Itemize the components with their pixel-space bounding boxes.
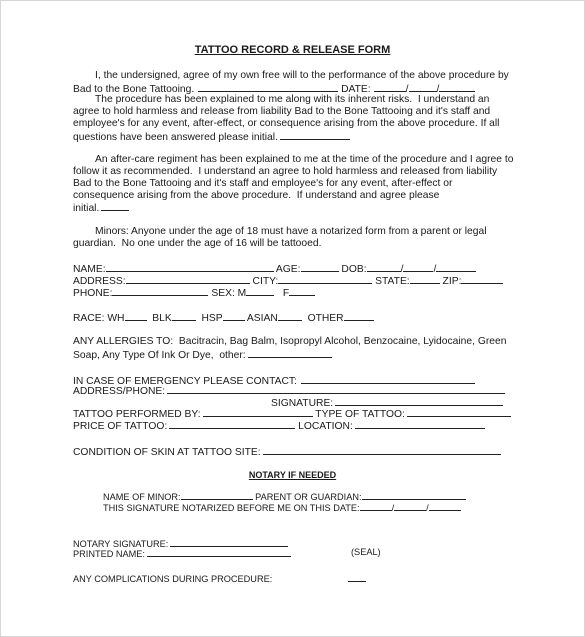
emergency-field[interactable]	[301, 374, 475, 384]
p1-line-a: I, the undersigned, agree of my own free will to the performance of the above procedure by	[95, 70, 509, 81]
p1-initial-blank[interactable]	[198, 82, 338, 92]
complications-row	[73, 572, 366, 585]
p2-line-a: An after-care regiment has been explained to me at the time of the procedure and I agree to	[95, 154, 514, 165]
printed-name-field[interactable]	[147, 547, 291, 557]
complications-field[interactable]	[348, 572, 366, 582]
p3-line-b: guardian. No one under the age of 16 will be tattooed.	[73, 238, 322, 249]
notarized-row: THIS SIGNATURE NOTARIZED BEFORE ME ON THIS DATE: / /	[103, 501, 461, 514]
condition-label: CONDITION OF SKIN AT TATTOO SITE:	[73, 447, 261, 458]
p2-initial-field[interactable]	[101, 201, 129, 211]
race-other-label: OTHER	[307, 313, 344, 324]
p2-line-c: Bad to the Bone Tattooing and it's staff and employee's for any event, after-effect or	[73, 178, 453, 189]
p2-line-e	[73, 201, 129, 215]
signature-field[interactable]	[335, 396, 503, 406]
price-row	[73, 419, 485, 433]
location-field[interactable]	[355, 419, 485, 429]
address-phone-label: ADDRESS/PHONE:	[73, 386, 166, 397]
printed-name-row	[73, 547, 291, 560]
race-row	[73, 311, 374, 325]
zip-field[interactable]	[461, 274, 503, 284]
phone-label: PHONE:	[73, 288, 113, 299]
allergies-other-field[interactable]	[248, 348, 332, 358]
city-field[interactable]	[278, 274, 372, 284]
state-label: STATE:	[375, 276, 410, 287]
notarized-before-label: THIS SIGNATURE NOTARIZED BEFORE ME ON THIS DATE:	[103, 503, 360, 513]
price-label: PRICE OF TATTOO:	[73, 421, 168, 432]
dob-month-field[interactable]	[367, 262, 401, 272]
address-label: ADDRESS:	[73, 276, 126, 287]
notary-heading: NOTARY IF NEEDED	[248, 470, 337, 480]
sex-m-label: SEX: M	[211, 288, 247, 299]
name-label: NAME:	[73, 264, 106, 275]
name-of-minor-label: NAME OF MINOR:	[103, 492, 181, 502]
race-blk-field[interactable]	[172, 311, 196, 321]
race-asian-field[interactable]	[278, 311, 302, 321]
allergies-line-b	[73, 348, 332, 362]
p1-line-b: Bad to the Bone Tattooing. DATE: / /	[73, 82, 475, 96]
p1-date-label: DATE:	[341, 84, 371, 95]
complications-label: ANY COMPLICATIONS DURING PROCEDURE:	[73, 574, 273, 584]
city-label: CITY:	[252, 276, 279, 287]
seal-label: (SEAL)	[351, 547, 381, 557]
printed-name-label: PRINTED NAME:	[73, 549, 145, 559]
p1-business: Bad to the Bone Tattooing.	[73, 84, 195, 95]
race-blk-label: BLK	[152, 313, 172, 324]
location-label: LOCATION:	[298, 421, 353, 432]
race-other-field[interactable]	[344, 311, 374, 321]
notarized-year-field[interactable]	[429, 501, 461, 511]
name-row: NAME: AGE: DOB: / /	[73, 262, 476, 276]
date-day-blank[interactable]	[409, 82, 437, 92]
notarized-day-field[interactable]	[394, 501, 426, 511]
race-asian-label: ASIAN	[246, 313, 278, 324]
p3-line-a: Minors: Anyone under the age of 18 must have a notarized form from a parent or legal	[95, 226, 487, 237]
p1-line-e: employee's for any event, after-effect, or consequence arising from the above procedure. If all	[73, 118, 500, 129]
name-field[interactable]	[106, 262, 274, 272]
p2-initial-label: initial.	[73, 203, 100, 214]
price-field[interactable]	[169, 419, 295, 429]
name-of-minor-field[interactable]	[181, 490, 253, 500]
notary-signature-label: NOTARY SIGNATURE:	[73, 539, 169, 549]
race-hsp-label: HSP	[201, 313, 223, 324]
p1-initial-field[interactable]	[280, 130, 350, 140]
phone-field[interactable]	[112, 286, 208, 296]
date-month-blank[interactable]	[374, 82, 406, 92]
race-wh-field[interactable]	[125, 311, 147, 321]
age-field[interactable]	[301, 262, 339, 272]
emergency-label: IN CASE OF EMERGENCY PLEASE CONTACT:	[73, 376, 297, 387]
age-label: AGE:	[275, 264, 301, 275]
sex-m-field[interactable]	[246, 286, 274, 296]
p2-line-b: follow it as recommended. I understand an agree to hold harmless and released from liability	[73, 166, 498, 177]
signature-label: SIGNATURE:	[271, 398, 334, 409]
type-of-tattoo-field[interactable]	[407, 407, 511, 417]
p2-line-d: consequence arising from the above procedure. If understand and agree please	[73, 190, 440, 201]
allergies-other-label: Soap, Any Type Of Ink Or Dye, other:	[73, 350, 246, 361]
dob-day-field[interactable]	[403, 262, 433, 272]
p1-line-f	[73, 130, 350, 144]
phone-row	[73, 286, 315, 300]
performed-by-label: TATTOO PERFORMED BY:	[73, 409, 201, 420]
p1-initial-label: questions have been answered please initial.	[73, 132, 278, 143]
condition-field[interactable]	[263, 445, 501, 455]
address-phone-field[interactable]	[167, 384, 505, 394]
sex-f-field[interactable]	[289, 286, 315, 296]
address-field[interactable]	[126, 274, 250, 284]
sex-f-label: F	[282, 288, 290, 299]
parent-guardian-label: PARENT OR GUARDIAN:	[255, 492, 362, 502]
p1-line-d: agree to hold harmless and release from liability Bad to the Bone Tattooing and it's staff and	[73, 106, 491, 117]
notary-signature-field[interactable]	[170, 537, 288, 547]
date-year-blank[interactable]	[439, 82, 475, 92]
parent-guardian-field[interactable]	[362, 490, 466, 500]
state-field[interactable]	[410, 274, 440, 284]
notarized-month-field[interactable]	[360, 501, 392, 511]
race-wh-label: RACE: WH	[73, 313, 125, 324]
performed-by-field[interactable]	[203, 407, 313, 417]
allergies-line-a: ANY ALLERGIES TO: Bacitracin, Bag Balm, Isopropyl Alcohol, Benzocaine, Lyidocaine, Green	[73, 336, 507, 347]
form-title: TATTOO RECORD & RELEASE FORM	[194, 44, 391, 56]
zip-label: ZIP:	[442, 276, 462, 287]
condition-row	[73, 445, 501, 459]
dob-label: DOB:	[341, 264, 367, 275]
p1-line-c: The procedure has been explained to me along with its inherent risks. I understand an	[95, 94, 490, 105]
type-of-tattoo-label: TYPE OF TATTOO:	[315, 409, 405, 420]
race-hsp-field[interactable]	[223, 311, 245, 321]
dob-year-field[interactable]	[436, 262, 476, 272]
